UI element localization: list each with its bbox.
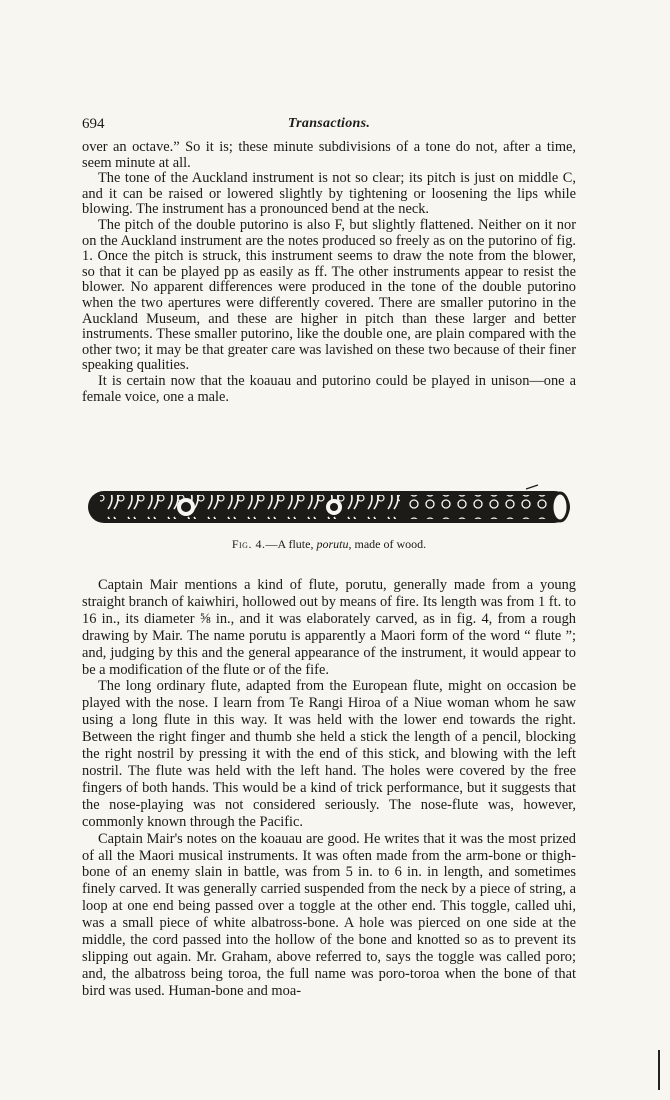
paragraph: The tone of the Auckland instrument is not so clear; its pitch is just on middle C, and it can be raised or lowered slightly by tightening or loosening the lips while blowing. The instrument has a pronounced bend at the neck. <box>82 170 576 218</box>
paragraph: The pitch of the double putorino is also F, but slightly flattened. Neither on it nor on the Auckland instrument are the notes produced so freely as on the putorino of fig. 1. Once the pitch is struck, this instrument seems to draw the note from the blower, so that it can be played pp as easily as ff. The other instruments appear to resist the blower. No apparent differences were produced in the tone of the double putorino when the two apertures were differently covered. There are smaller putorino in the Auckland Museum, and these are higher in pitch than these larger and better instruments. These smaller putorino, like the double one, are plain compared with the other two; it may be that greater care was lavished on these two because of their finer speaking qualities. <box>82 216 576 374</box>
figure-caption-end: , made of wood. <box>348 537 427 551</box>
figure-flute-illustration <box>86 483 574 529</box>
figure-caption-text: —A flute, <box>265 537 317 551</box>
scan-edge-mark <box>658 1050 660 1090</box>
body-text-top <box>82 140 576 405</box>
page-number: 694 <box>82 116 105 132</box>
figure-caption <box>82 537 576 552</box>
running-title: Transactions. <box>287 116 371 131</box>
page-header <box>82 116 576 138</box>
paragraph: The long ordinary flute, adapted from the European flute, might on occasion be played with the nose. I learn from Te Rangi Hiroa of a Niue woman whom he saw using a long flute in this way. It was held with the lower end towards the right. Between the right finger and thumb she held a stick the length of a pencil, blocking the right nostril by pressing it with the end of this stick, and blowing with the left nostril. The flute was held with the left hand. The holes were covered by the free fingers of both hands. This would be a kind of trick performance, but it suggests that the nose-playing was not considered seriously. The nose-flute was, however, commonly known through the Pacific. <box>82 678 576 830</box>
paragraph: over an octave.” So it is; these minute subdivisions of a tone do not, after a time, seem minute at all. <box>82 139 576 171</box>
figure-label: Fig. 4. <box>231 537 266 551</box>
paragraph: Captain Mair mentions a kind of flute, porutu, generally made from a young straight branch of kaiwhiri, hollowed out by means of fire. Its length was from 1 ft. to 16 in., its diameter ⅝ in., and it was elaborately carved, as in fig. 4, from a rough drawing by Mair. The name porutu is apparently a Maori form of the word “ flute ”; and, judging by this and the general appearance of the instrument, it would appear to be a modification of the flute or of the fife. <box>82 577 576 678</box>
body-text-bottom <box>82 577 576 1000</box>
paragraph: It is certain now that the koauau and putorino could be played in unison—one a female voice, one a male. <box>82 372 576 405</box>
paragraph: Captain Mair's notes on the koauau are good. He writes that it was the most prized of all the Maori musical instruments. It was often made from the arm-bone or thigh-bone of an enemy slain in battle, was from 5 in. to 6 in. in length, and sometimes finely carved. It was generally carried suspended from the neck by a piece of string, a loop at one end being passed over a toggle at the other end. This toggle, called uhi, was a small piece of white albatross-bone. A hole was pierced on one side at the middle, the cord passed into the hollow of the bone and knotted so as to prevent its slipping out again. Mr. Graham, above referred to, says the toggle was called poro; and, the albatross being toroa, the full name was poro-toroa when the bone of that bird was used. Human-bone and moa- <box>82 830 576 999</box>
figure-caption-term: porutu <box>316 537 349 551</box>
flute-drawing <box>86 483 574 529</box>
